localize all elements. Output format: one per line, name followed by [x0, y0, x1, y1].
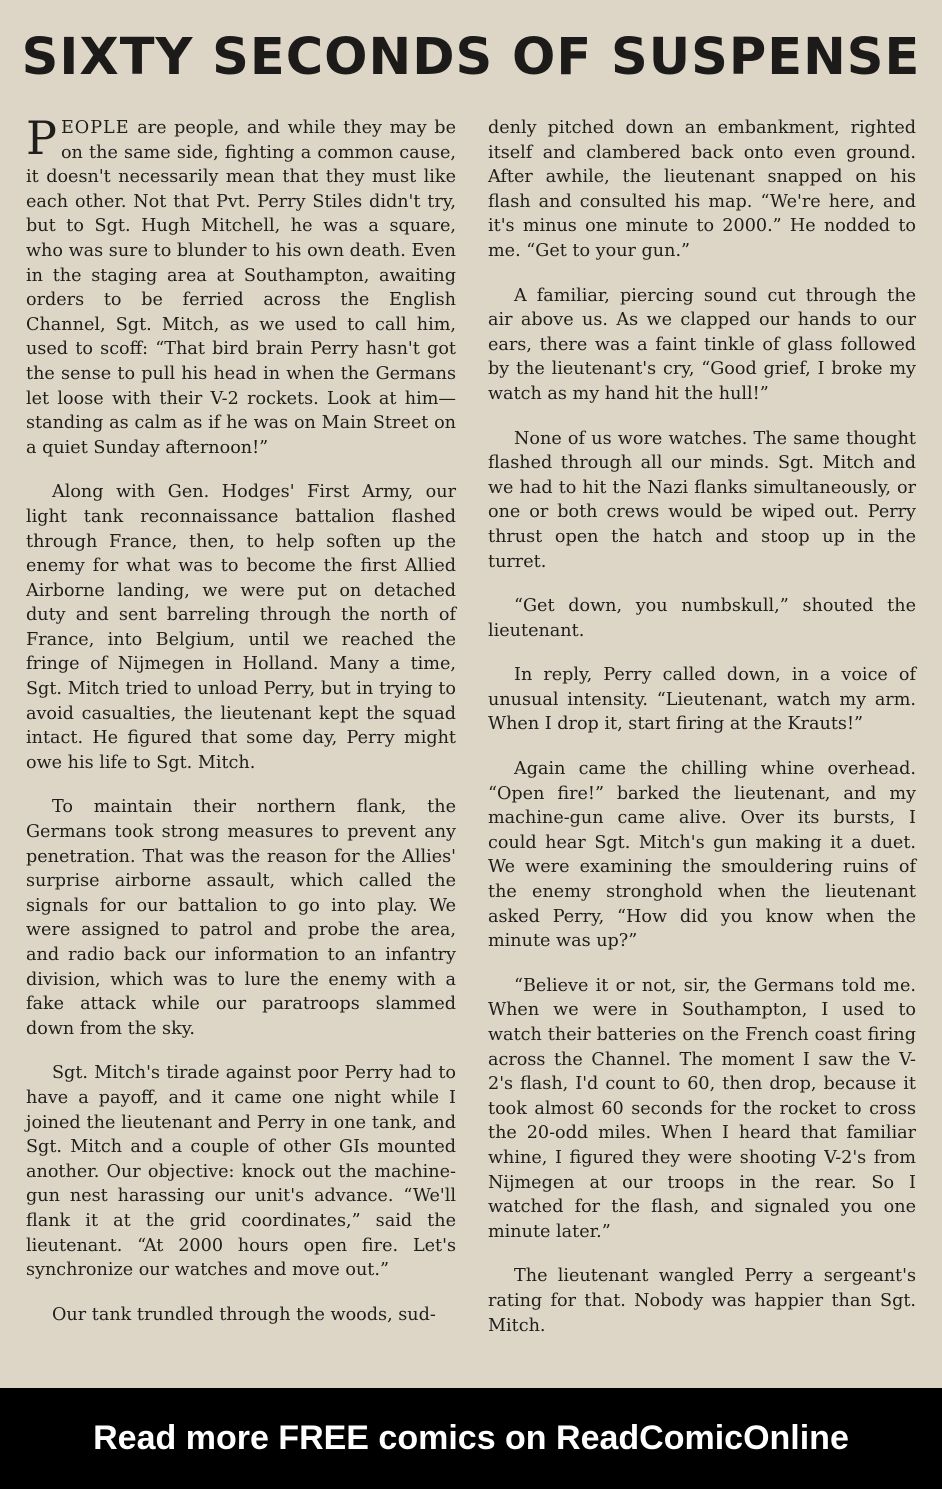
paragraph-1-text: are people, and while they may be on the same side, fighting a common cause, it doesn't necessarily mean that they must like each other. Not that Pvt. Perry Stiles didn't try, but to Sgt. Hugh Mitchell, he was a square, who was sure to blunder to his own death. Even in the staging area at Southampton, awaiting orders to be ferried across the English Channel, Sgt. Mitch, as we used to call him, used to scoff: “That bird brain Perry hasn't got the sense to pull his head in when the Germans let loose with their V-2 rockets. Look at him—standing as calm as if he was on Main Street on a quiet Sunday afternoon!”: [26, 118, 456, 458]
left-column: [26, 111, 456, 1347]
paragraph-10: Again came the chilling whine overhead. “Open fire!” barked the lieutenant, and my machine-gun came alive. Over its bursts, I could hear Sgt. Mitch's gun making it a duet. We were examining the smouldering ruins of the enemy stronghold when the lieutenant asked Perry, “How did you know when the minute was up?”: [488, 759, 916, 952]
first-word: EOPLE: [60, 118, 130, 138]
paragraph-2: Along with Gen. Hodges' First Army, our light tank reconnaissance battalion flashed through France, then, to help soften up the enemy for what was to become the first Allied Airborne landing, we were put on detached duty and sent barreling through the north of France, into Belgium, until we reached the fringe of Nijmegen in Holland. Many a time, Sgt. Mitch tried to unload Perry, but in trying to avoid casualties, the lieutenant kept the squad intact. He figured that some day, Perry might owe his life to Sgt. Mitch.: [26, 482, 456, 773]
drop-cap: P: [26, 111, 57, 165]
paragraph-3: To maintain their northern flank, the Germans took strong measures to prevent any penetration. That was the reason for the Allies' surprise airborne assault, which called the signals for our battalion to go into play. We were assigned to patrol and probe the area, and radio back our information to an infantry division, which was to lure the enemy with a fake attack while our paratroops slammed down from the sky.: [26, 797, 456, 1039]
paragraph-4: Sgt. Mitch's tirade against poor Perry had to have a payoff, and it came one night while I joined the lieutenant and Perry in one tank, and Sgt. Mitch and a couple of other GIs mounted another. Our objective: knock out the machine-gun nest harassing our unit's advance. “We'll flank it at the grid coordinates,” said the lieutenant. “At 2000 hours open fire. Let's synchronize our watches and move out.”: [26, 1063, 456, 1281]
right-column: [488, 116, 916, 1358]
paragraph-5-continued: denly pitched down an embankment, righted itself and clambered back onto even ground. After awhile, the lieutenant snapped on his flash and consulted his map. “We're here, and it's minus one minute to 2000.” He nodded to me. “Get to your gun.”: [488, 118, 916, 261]
paragraph-9: In reply, Perry called down, in a voice of unusual intensity. “Lieutenant, watch my arm. When I drop it, start firing at the Krauts!”: [488, 665, 916, 735]
promo-banner[interactable]: Read more FREE comics on ReadComicOnline: [0, 1388, 942, 1489]
paragraph-12: The lieutenant wangled Perry a sergeant's rating for that. Nobody was happier than Sgt. Mitch.: [488, 1266, 916, 1336]
paragraph-6: A familiar, piercing sound cut through the air above us. As we clapped our hands to our ears, there was a faint tinkle of glass followed by the lieutenant's cry, “Good grief, I broke my watch as my hand hit the hull!”: [488, 285, 916, 404]
paragraph-8: “Get down, you numbskull,” shouted the lieutenant.: [488, 596, 916, 641]
paragraph-7: None of us wore watches. The same thought flashed through all our minds. Sgt. Mitch and we had to hit the Nazi flanks simultaneously, or one or both crews would be wiped out. Perry thrust open the hatch and stoop up in the turret.: [488, 428, 916, 572]
paragraph-11: “Believe it or not, sir, the Germans told me. When we were in Southampton, I used to watch their batteries on the French coast firing across the Channel. The moment I saw the V-2's flash, I'd count to 60, then drop, because it took almost 60 seconds for the rocket to cross the 20-odd miles. When I heard that familiar whine, I figured they were shooting V-2's from Nijmegen at our troops in the rear. So I watched for the flash, and signaled you one minute later.”: [488, 975, 916, 1242]
paragraph-1: [26, 111, 456, 460]
page-title: SIXTY SECONDS OF SUSPENSE: [21, 28, 921, 87]
paragraph-5-start: Our tank trundled through the woods, sud-: [52, 1304, 436, 1325]
